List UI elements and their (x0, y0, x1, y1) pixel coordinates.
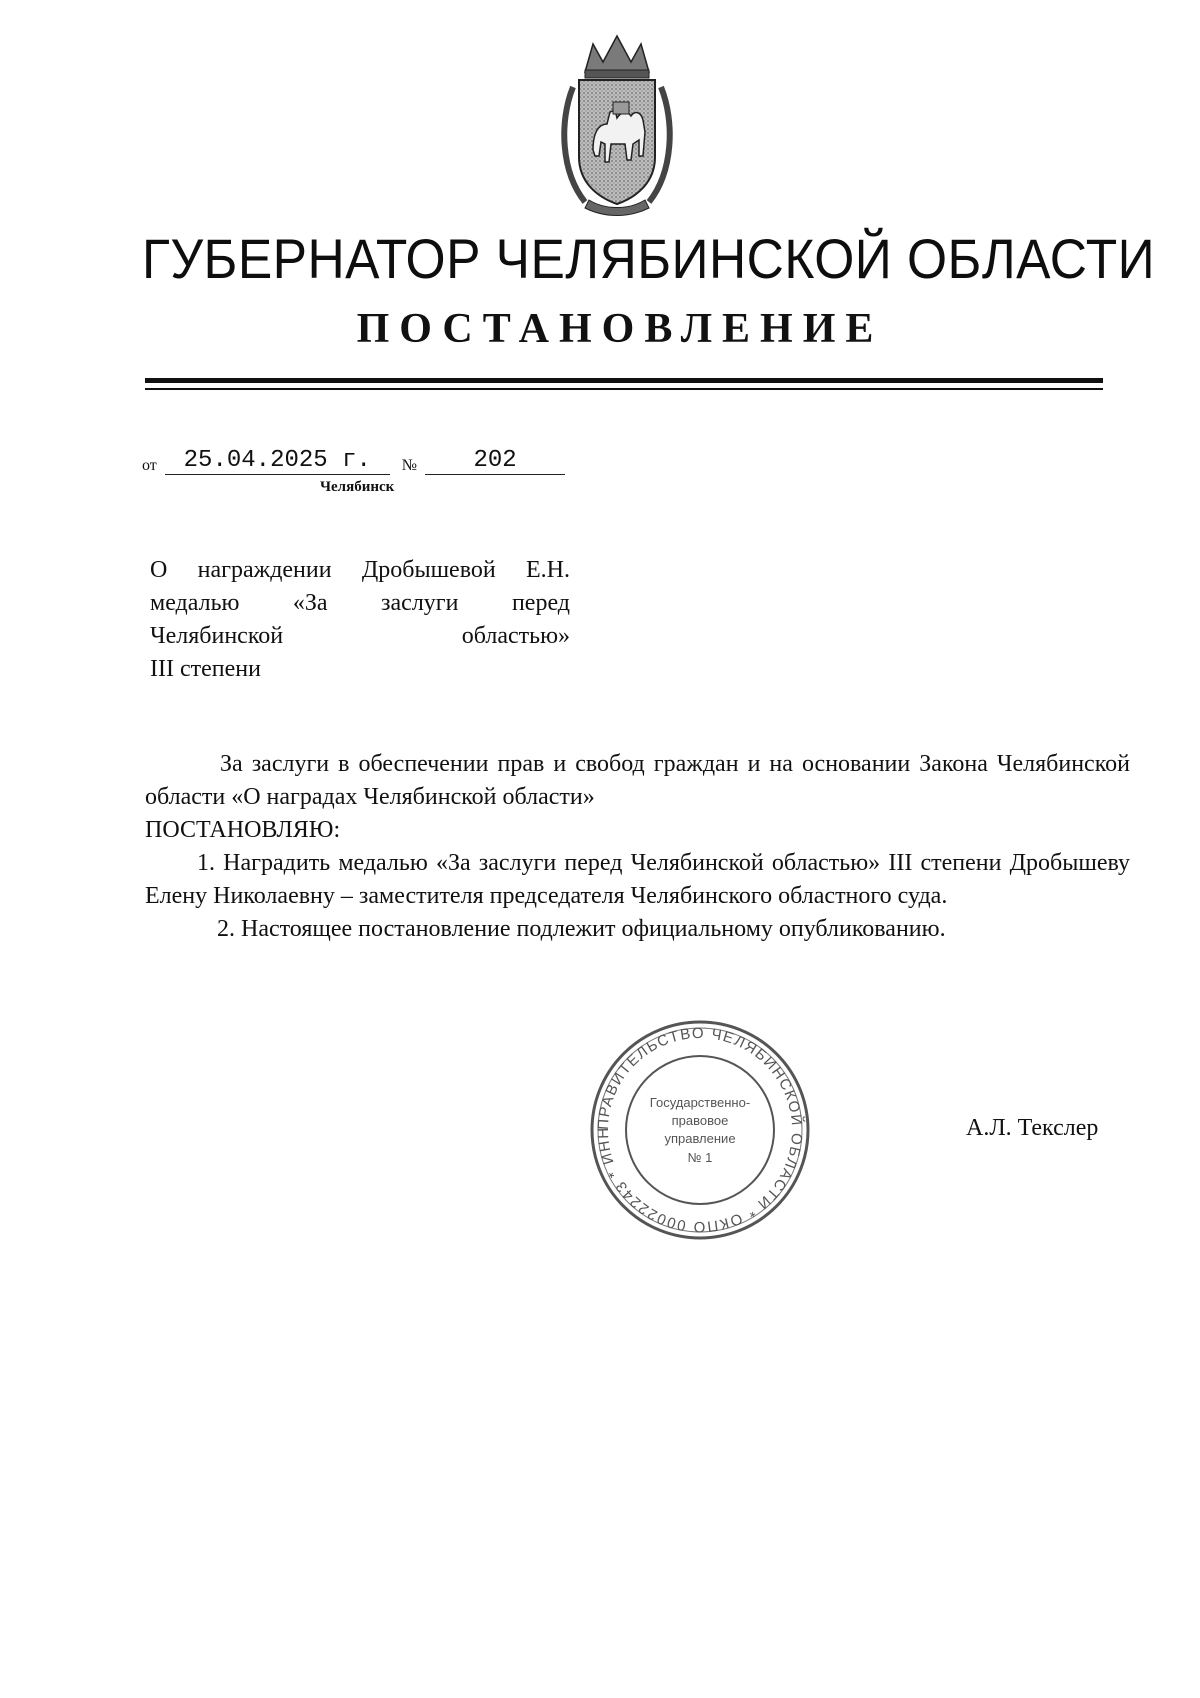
decree-body (145, 748, 1130, 946)
header-rule-thin (145, 388, 1103, 390)
coat-of-arms-emblem (555, 32, 680, 217)
stamp-inner-line: № 1 (687, 1150, 713, 1165)
document-type: ПОСТАНОВЛЕНИЕ (356, 306, 884, 352)
preamble-paragraph: За заслуги в обеспечении прав и свобод граждан и на основании Закона Челябинской области «О наградах Челябинской области» (145, 751, 1130, 810)
subject-line: О награждении Дробышевой Е.Н. (150, 557, 570, 583)
header-rule-thick (145, 378, 1103, 383)
stamp-inner-line: правовое (671, 1113, 729, 1128)
subject-block (150, 554, 570, 686)
city-label: Челябинск (320, 479, 395, 495)
number-label: № (401, 457, 418, 474)
governor-title: ГУБЕРНАТОР ЧЕЛЯБИНСКОЙ ОБЛАСТИ (142, 227, 1156, 290)
subject-line: медалью «За заслуги перед (150, 590, 570, 616)
stamp-inner-line: Государственно- (649, 1095, 751, 1110)
official-stamp (585, 1015, 815, 1245)
signer-name: А.Л. Текслер (966, 1115, 1099, 1141)
decree-word: ПОСТАНОВЛЯЮ: (145, 817, 341, 843)
subject-line: Челябинской областью» (150, 623, 570, 649)
document-date: 25.04.2025 г. (165, 448, 390, 475)
decree-item-1: 1. Наградить медалью «За заслуги перед Челябинской областью» III степени Дробышеву Елену Николаевну – заместителя председателя Челябинского областного суда. (145, 850, 1130, 909)
document-number: 202 (425, 448, 565, 475)
date-number-line (142, 448, 565, 475)
decree-item-2: 2. Настоящее постановление подлежит официальному опубликованию. (217, 916, 946, 942)
subject-line: III степени (150, 656, 261, 682)
stamp-outer-text: ПРАВИТЕЛЬСТВО ЧЕЛЯБИНСКОЙ ОБЛАСТИ * ОКПО 00022243 * ИНН (594, 1024, 806, 1236)
from-label: от (142, 457, 157, 474)
stamp-inner-line: управление (664, 1131, 736, 1146)
